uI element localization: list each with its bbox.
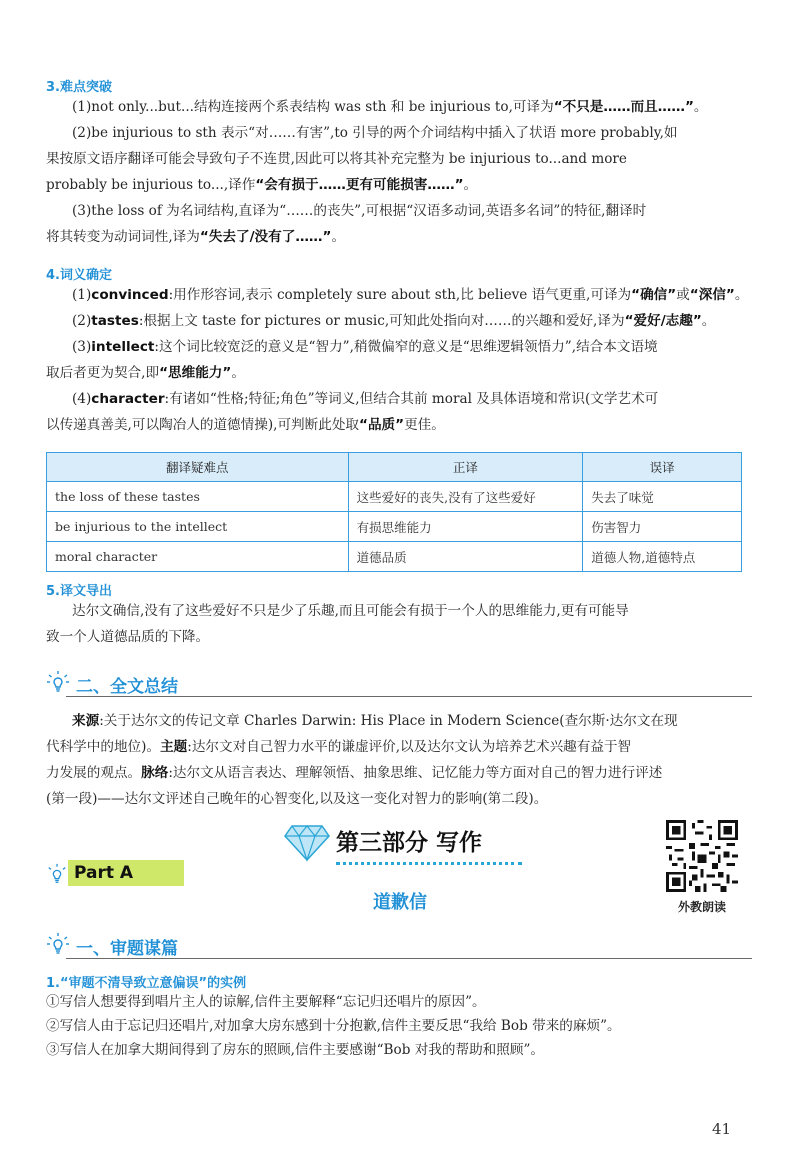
- keyword: tastes: [91, 313, 139, 329]
- text: 更佳。: [404, 417, 445, 433]
- table-cell: moral character: [47, 542, 349, 572]
- review-section-title: [46, 932, 752, 962]
- paragraph-line: [46, 360, 752, 386]
- text: :根据上文 taste for pictures or music,可知此处指向对……的兴趣和爱好,译为: [138, 313, 625, 329]
- paragraph-line: [46, 734, 752, 760]
- table-cell: 道德人物,道德特点: [583, 542, 742, 572]
- highlight: “失去了/没有了……”: [199, 229, 332, 245]
- table-cell: the loss of these tastes: [47, 482, 349, 512]
- divider: [66, 958, 752, 959]
- section-3-body: [46, 94, 752, 250]
- section-4-heading: 4.词义确定: [46, 268, 112, 283]
- paragraph: (3)the loss of 为名词结构,直译为“……的丧失”,可根据“汉语多动词,英语多名词”的特征,翻译时: [72, 203, 647, 219]
- section-5-heading: 5.译文导出: [46, 584, 112, 599]
- table-cell: 伤害智力: [583, 512, 742, 542]
- divider: [66, 696, 752, 697]
- table-row: [47, 542, 742, 572]
- section-title-text: 一、审题谋篇: [76, 939, 178, 959]
- text: :达尔文从语言表达、理解领悟、抽象思维、记忆能力等方面对自己的智力进行评述: [168, 765, 663, 781]
- paragraph: [46, 94, 752, 120]
- text: :用作形容词,表示 completely sure about sth,比 believe 语气更重,可译为: [168, 287, 632, 303]
- part-a-badge: Part A: [68, 860, 184, 886]
- section-5-body: [46, 598, 752, 650]
- table-row: [47, 482, 742, 512]
- lightbulb-icon: [46, 932, 70, 956]
- column-header: 翻译疑难点: [47, 453, 349, 482]
- paragraph-line: (第一段)——达尔文评述自己晚年的心智变化,以及这一变化对智力的影响(第二段)。: [46, 791, 548, 807]
- text: 。: [734, 287, 749, 303]
- part-a-label: [46, 860, 156, 890]
- text: :达尔文对自己智力水平的谦虚评价,以及达尔文认为培养艺术兴趣有益于智: [187, 739, 632, 755]
- table-cell: 有损思维能力: [348, 512, 583, 542]
- summary-body: [46, 708, 752, 812]
- summary-section-title: [46, 670, 752, 700]
- dotted-underline: [336, 862, 522, 865]
- text: 。: [231, 365, 245, 381]
- paragraph: 达尔文确信,没有了这些爱好不只是少了乐趣,而且可能会有损于一个人的思维能力,更有可能导: [72, 603, 629, 619]
- text: 。: [463, 177, 478, 193]
- diamond-icon: [284, 822, 330, 862]
- list-item: ③写信人在加拿大期间得到了房东的照顾,信件主要感谢“Bob 对我的帮助和照顾”。: [46, 1042, 545, 1058]
- highlight: “思维能力”: [159, 365, 232, 381]
- text: (1): [72, 287, 92, 303]
- lightbulb-icon: [46, 670, 70, 694]
- keyword: character: [91, 391, 165, 407]
- text: :这个词比较宽泛的意义是“智力”,稍微偏窄的意义是“思维逻辑领悟力”,结合本文语境: [154, 339, 658, 355]
- highlight: “确信”: [631, 287, 677, 303]
- paragraph-line: 致一个人道德品质的下降。: [46, 629, 210, 645]
- highlight: “不只是……而且……”: [553, 99, 694, 115]
- qr-label: 外教朗读: [677, 900, 726, 914]
- writing-topic: 道歉信: [373, 892, 427, 913]
- table-cell: 道德品质: [348, 542, 583, 572]
- text: probably be injurious to...,译作: [46, 177, 256, 193]
- keyword: intellect: [91, 339, 155, 355]
- highlight: “品质”: [359, 417, 405, 433]
- page-number: 41: [712, 1120, 732, 1138]
- paragraph: (2)be injurious to sth 表示“对……有害”,to 引导的两个介词结构中插入了状语 more probably,如: [72, 125, 678, 141]
- column-header: 误译: [583, 453, 742, 482]
- paragraph-line: [46, 412, 752, 438]
- label-theme: 主题: [160, 739, 188, 755]
- text: 以传递真善美,可以陶冶人的道德情操),可判断此处取: [46, 417, 360, 433]
- table-header-row: [47, 453, 742, 482]
- highlight: “会有损于……更有可能损害……”: [255, 177, 464, 193]
- text: 。: [701, 313, 716, 329]
- text: 取后者更为契合,即: [46, 365, 160, 381]
- text: 将其转变为动词词性,译为: [46, 229, 200, 245]
- paragraph-line: [46, 224, 752, 250]
- label-source: 来源: [72, 713, 100, 729]
- list-item: ①写信人想要得到唱片主人的谅解,信件主要解释“忘记归还唱片的原因”。: [46, 994, 486, 1010]
- translation-table: [46, 452, 742, 572]
- review-subheading: 1.“审题不清导致立意偏误”的实例: [46, 976, 247, 991]
- text: 。: [693, 99, 708, 115]
- section-title-text: 二、全文总结: [76, 677, 178, 697]
- highlight: “爱好/志趣”: [624, 313, 702, 329]
- paragraph-line: 果按原文语序翻译可能会导致句子不连贯,因此可以将其补充完整为 be injurious to...and more: [46, 151, 627, 167]
- text: 代科学中的地位)。: [46, 739, 161, 755]
- section-4-body: [46, 282, 752, 438]
- text: (2): [72, 313, 92, 329]
- text: :有诸如“性格;特征;角色”等词义,但结合其前 moral 及具体语境和常识(文学艺术可: [164, 391, 659, 407]
- part-title-text: 第三部分 写作: [336, 830, 483, 856]
- table-row: [47, 512, 742, 542]
- paragraph: [46, 334, 752, 360]
- text: (1)not only...but...结构连接两个系表结构 was sth 和 be injurious to,可译为: [72, 99, 554, 115]
- paragraph: [46, 308, 752, 334]
- qr-code[interactable]: [666, 820, 738, 892]
- paragraph: [46, 386, 752, 412]
- list-item: ②写信人由于忘记归还唱片,对加拿大房东感到十分抱歉,信件主要反思“我给 Bob 带来的麻烦”。: [46, 1018, 621, 1034]
- text: :关于达尔文的传记文章 Charles Darwin: His Place in Modern Science(查尔斯·达尔文在现: [99, 713, 678, 729]
- column-header: 正译: [348, 453, 583, 482]
- table-cell: 这些爱好的丧失,没有了这些爱好: [348, 482, 583, 512]
- text: 。: [331, 229, 346, 245]
- lightbulb-icon: [46, 862, 68, 886]
- table-cell: 失去了味觉: [583, 482, 742, 512]
- highlight: “深信”: [689, 287, 735, 303]
- paragraph-line: [46, 760, 752, 786]
- part-three-title: [284, 818, 524, 878]
- paragraph: [46, 708, 752, 734]
- text: 或: [676, 287, 690, 303]
- keyword: convinced: [91, 287, 169, 303]
- table-cell: be injurious to the intellect: [47, 512, 349, 542]
- section-3-heading: 3.难点突破: [46, 80, 112, 95]
- review-examples: [46, 990, 752, 1062]
- label-structure: 脉络: [141, 765, 169, 781]
- text: (4): [72, 391, 92, 407]
- paragraph-line: [46, 172, 752, 198]
- paragraph: [46, 282, 752, 308]
- text: (3): [72, 339, 92, 355]
- text: 力发展的观点。: [46, 765, 142, 781]
